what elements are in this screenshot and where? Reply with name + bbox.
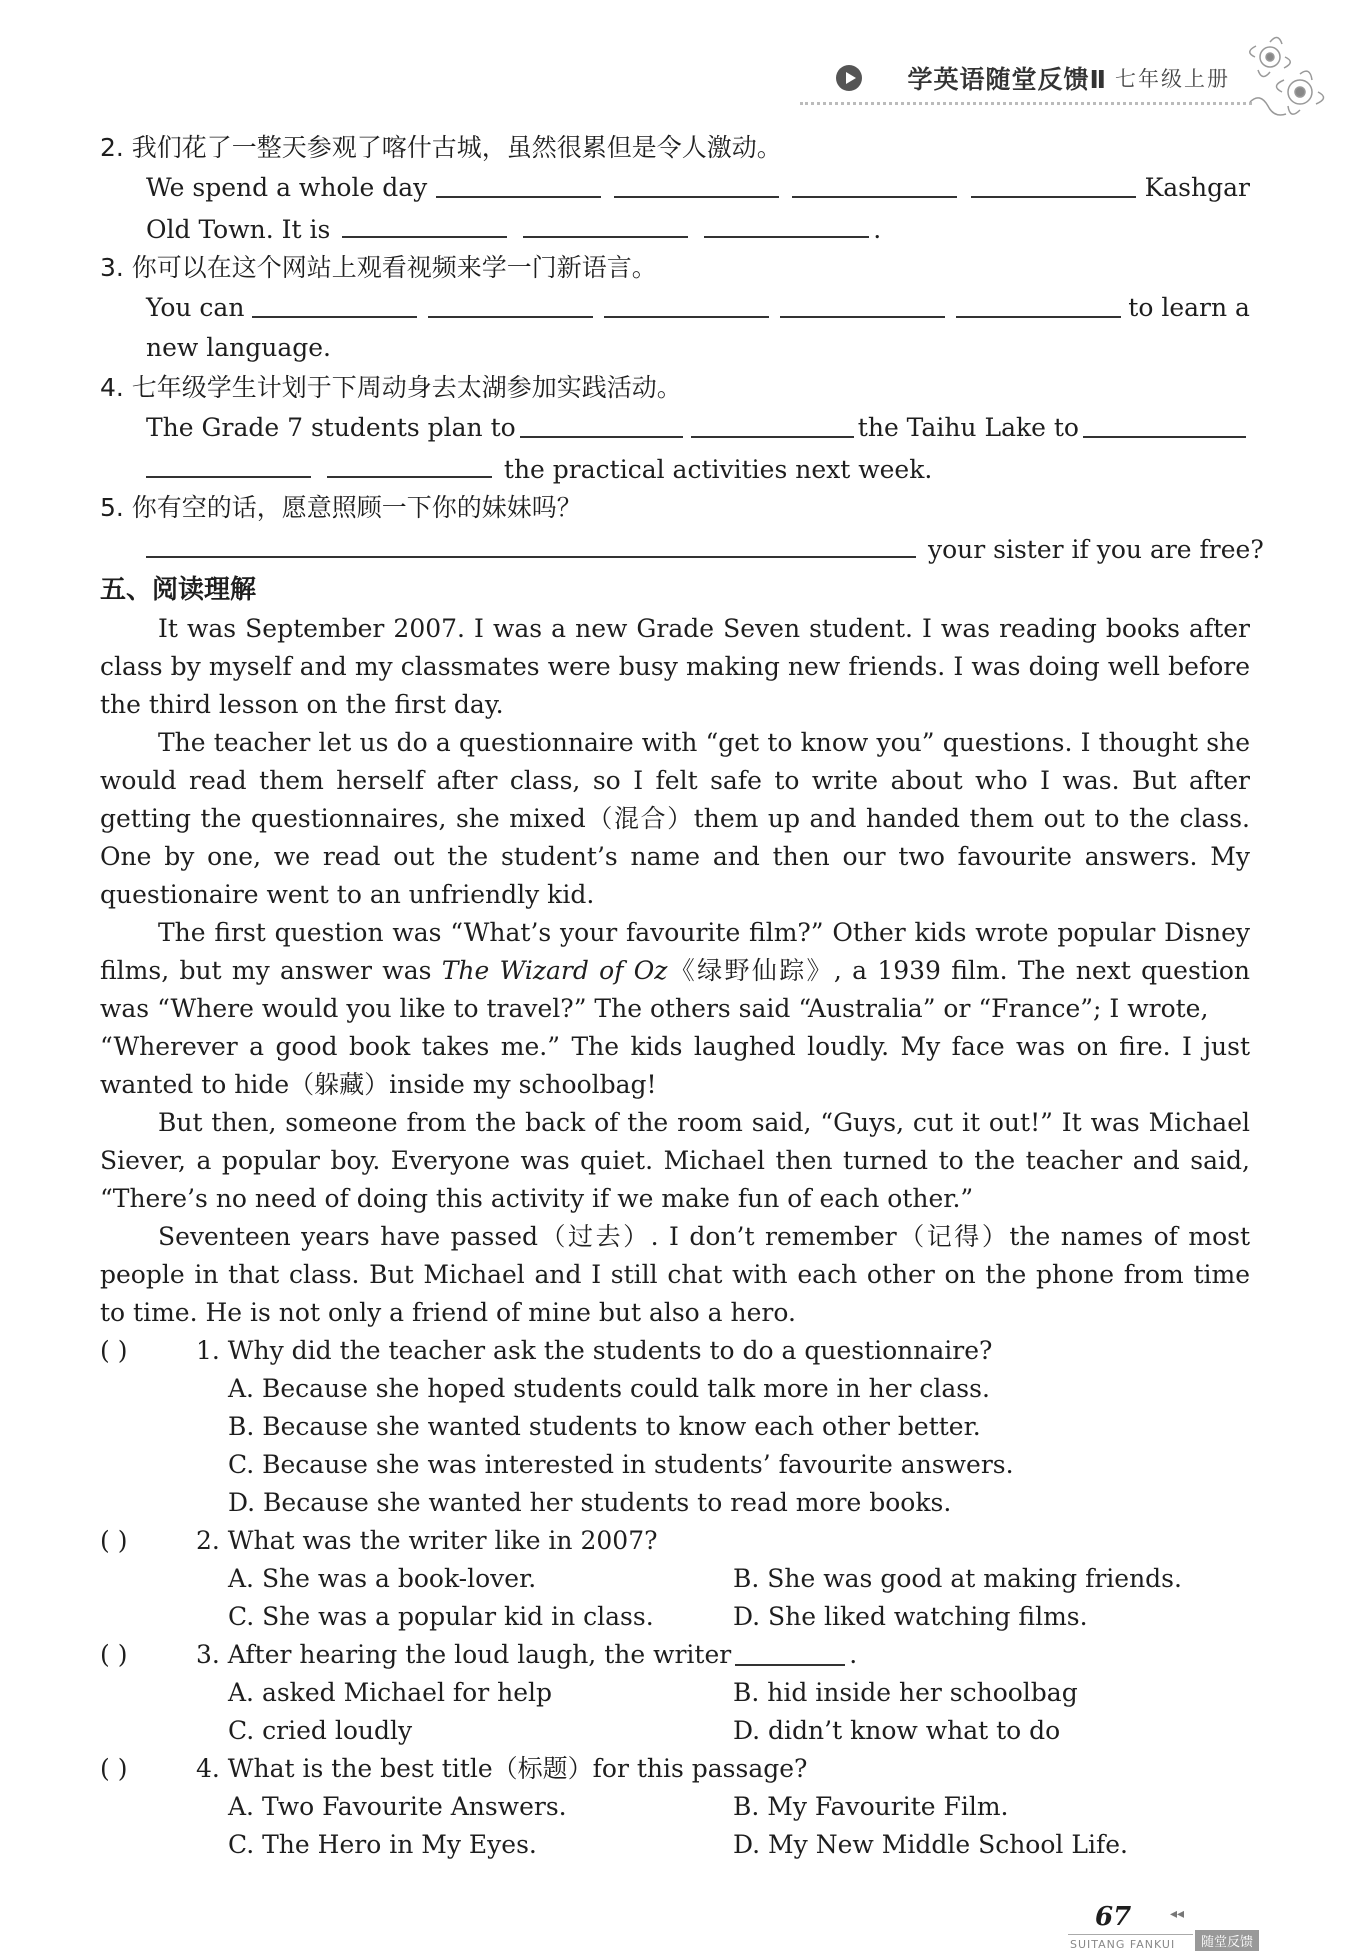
answer-blank[interactable]	[971, 168, 1136, 198]
option-b: B. My Favourite Film.	[733, 1792, 1009, 1821]
page-content	[100, 128, 1264, 1864]
question-1	[100, 1332, 1250, 1370]
translation-q3-text-start: You can	[146, 293, 245, 322]
footer-brand-en: SUITANG FANKUI	[1070, 1938, 1176, 1951]
answer-parenthesis[interactable]: ( )	[100, 1526, 128, 1555]
footer-brand-zh: 随堂反馈	[1195, 1930, 1259, 1951]
double-arrow-icon: ◂◂	[1170, 1906, 1185, 1922]
question-stem: 3. After hearing the loud laugh, the writer	[196, 1640, 732, 1669]
answer-parenthesis[interactable]: ( )	[100, 1336, 128, 1365]
answer-blank[interactable]	[780, 288, 945, 318]
question-stem-end: .	[849, 1640, 858, 1669]
translation-q2-text-mid: Kashgar	[1144, 173, 1250, 202]
option-d: D. My New Middle School Life.	[733, 1830, 1128, 1859]
option-c: C. She was a popular kid in class.	[228, 1602, 654, 1631]
translation-q5-text-end: your sister if you are free?	[927, 535, 1264, 564]
translation-q3-line1	[100, 288, 1250, 328]
translation-q4-line2	[100, 448, 1250, 488]
option-c: C. Because she was interested in students’ favourite answers.	[228, 1450, 1014, 1479]
reading-passage	[100, 610, 1250, 1332]
translation-q3-chinese: 3. 你可以在这个网站上观看视频来学一门新语言。	[100, 253, 657, 282]
answer-blank[interactable]	[428, 288, 593, 318]
film-title: The Wizard of Oz	[441, 956, 668, 985]
translation-q2-period: .	[873, 215, 882, 244]
translation-q2-text-line2: Old Town. It is	[146, 215, 331, 244]
translation-q2-line2	[100, 208, 1250, 248]
passage-paragraph: But then, someone from the back of the room said, “Guys, cut it out!” It was Michael Siever, a popular boy. Everyone was quiet. Michael then turned to the teacher and said, “There’s no need of doing this activity if we make fun of each other.”	[100, 1108, 1250, 1213]
footer-divider	[1068, 1934, 1193, 1935]
passage-paragraph: “Wherever a good book takes me.” The kids laughed loudly. My face was on fire. I just wanted to hide（躲藏）inside my schoolbag!	[100, 1032, 1250, 1099]
translation-q4-line1	[100, 408, 1250, 448]
option-b: B. hid inside her schoolbag	[733, 1678, 1078, 1707]
header-divider	[800, 102, 1252, 105]
question-stem: 1. Why did the teacher ask the students to do a questionnaire?	[196, 1336, 993, 1365]
answer-blank[interactable]	[1083, 408, 1246, 438]
options-row	[100, 1826, 1250, 1864]
play-icon	[836, 65, 862, 91]
option-d: D. didn’t know what to do	[733, 1716, 1061, 1745]
answer-blank[interactable]	[146, 528, 916, 558]
section-title: 五、阅读理解	[100, 575, 257, 605]
answer-blank[interactable]	[691, 408, 854, 438]
option-a: A. Because she hoped students could talk more in her class.	[228, 1374, 990, 1403]
translation-q4-text-line2: the practical activities next week.	[503, 455, 933, 484]
option-c: C. The Hero in My Eyes.	[228, 1830, 537, 1859]
question-stem: 2. What was the writer like in 2007?	[196, 1526, 658, 1555]
passage-text: The first question was “What’s your favourite film?” Other kids wrote popular Disney films, but my answer was	[100, 918, 1250, 985]
answer-blank[interactable]	[436, 168, 601, 198]
option-d: D. She liked watching films.	[733, 1602, 1088, 1631]
translation-q5-chinese: 5. 你有空的话，愿意照顾一下你的妹妹吗？	[100, 493, 582, 522]
option-a: A. She was a book-lover.	[228, 1564, 537, 1593]
answer-blank[interactable]	[735, 1636, 845, 1666]
options-row	[100, 1598, 1250, 1636]
question-stem: 4. What is the best title（标题）for this passage?	[196, 1754, 808, 1783]
answer-blank[interactable]	[327, 448, 492, 478]
answer-blank[interactable]	[523, 208, 688, 238]
passage-paragraph: The teacher let us do a questionnaire with “get to know you” questions. I thought she would read them herself after class, so I felt safe to write about who I was. But after getting the questionnaires, she mixed（混合）them up and handed them out to the class. One by one, we read out the student’s name and then our two favourite answers. My questionaire went to an unfriendly kid.	[100, 728, 1250, 909]
translation-q3-text-mid: to learn a	[1128, 293, 1250, 322]
option-a: A. Two Favourite Answers.	[228, 1792, 567, 1821]
answer-blank[interactable]	[614, 168, 779, 198]
answer-blank[interactable]	[704, 208, 869, 238]
answer-blank[interactable]	[146, 448, 311, 478]
option-a: A. asked Michael for help	[228, 1678, 553, 1707]
answer-parenthesis[interactable]: ( )	[100, 1754, 128, 1783]
question-3	[100, 1636, 1250, 1674]
question-4	[100, 1750, 1250, 1788]
translation-q4-text-mid: the Taihu Lake to	[857, 413, 1079, 442]
option-c: C. cried loudly	[228, 1716, 413, 1745]
question-2	[100, 1522, 1250, 1560]
book-title: 学英语随堂反馈Ⅱ	[907, 65, 1107, 94]
page-number: 67	[1095, 1902, 1132, 1932]
answer-blank[interactable]	[792, 168, 957, 198]
answer-blank[interactable]	[520, 408, 683, 438]
options-row	[100, 1712, 1250, 1750]
page-header	[836, 52, 1230, 104]
answer-blank[interactable]	[604, 288, 769, 318]
answer-blank[interactable]	[252, 288, 417, 318]
option-b: B. Because she wanted students to know each other better.	[228, 1412, 981, 1441]
passage-paragraph: Seventeen years have passed（过去）. I don’t remember（记得）the names of most people in that class. But Michael and I still chat with each other on the phone from time to time. He is not only a friend of mine but also a hero.	[100, 1222, 1250, 1327]
translation-q2-text-start: We spend a whole day	[146, 173, 428, 202]
options-row	[100, 1560, 1250, 1598]
answer-parenthesis[interactable]: ( )	[100, 1640, 128, 1669]
answer-blank[interactable]	[956, 288, 1121, 318]
option-b: B. She was good at making friends.	[733, 1564, 1182, 1593]
passage-paragraph: It was September 2007. I was a new Grade Seven student. I was reading books after class by myself and my classmates were busy making new friends. I was doing well before the third lesson on the first day.	[100, 614, 1250, 719]
passage-paragraph	[100, 914, 1250, 1028]
translation-q4-text-start: The Grade 7 students plan to	[146, 413, 516, 442]
passage-text: 《绿野仙踪》, a 1939 film. The next question was “Where would you like to travel?” The others said “Australia” or “France”; I wrote,	[100, 956, 1251, 1023]
translation-q2-chinese: 2. 我们花了一整天参观了喀什古城，虽然很累但是令人激动。	[100, 133, 782, 162]
book-subtitle: 七年级上册	[1115, 67, 1230, 91]
options-row	[100, 1674, 1250, 1712]
translation-q5-line1	[100, 528, 1264, 568]
answer-blank[interactable]	[342, 208, 507, 238]
translation-q3-line2: new language.	[146, 333, 331, 362]
translation-q4-chinese: 4. 七年级学生计划于下周动身去太湖参加实践活动。	[100, 373, 682, 402]
option-d: D. Because she wanted her students to read more books.	[228, 1488, 952, 1517]
flower-decoration-icon	[1230, 22, 1340, 132]
options-row	[100, 1788, 1250, 1826]
translation-q2-line1	[100, 168, 1250, 208]
